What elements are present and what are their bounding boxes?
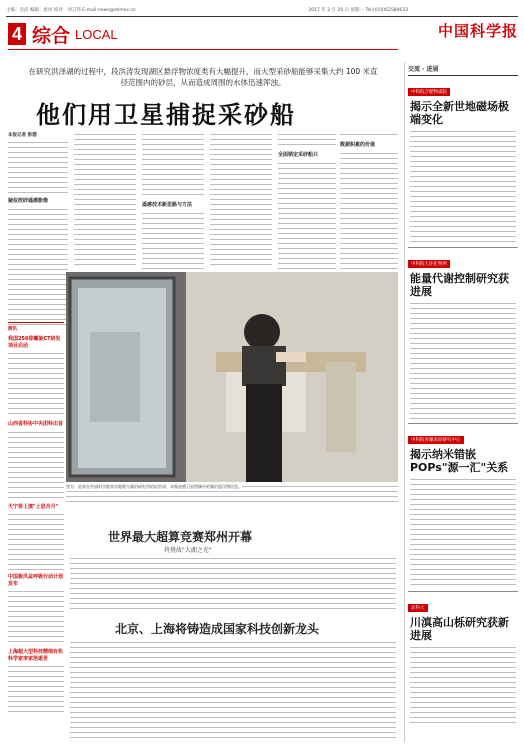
main-subhead: 疑似挖砂遥感影像 (8, 198, 49, 204)
news-source-tag: 北科大 (408, 604, 428, 612)
main-subhead: 遥感技术新思路与方法 (142, 202, 193, 208)
right-story-title: 揭示全新世地磁场极端变化 (410, 100, 509, 126)
photo-caption: 图为：此前在中国科学院南京地理与湖泊研究所的段洪涛，采集遥感卫星图像中的湖泊悬浮物信息。 (66, 484, 398, 504)
section-name: 综合 (32, 24, 71, 47)
right-story-title: 川滇高山栎研究获新进展 (410, 616, 509, 642)
editor-info: 主编：肖洁 编辑：唐凤 校对：何言伟 E-mail:news@stimes.cn (6, 8, 136, 13)
main-article-col-6 (340, 132, 398, 273)
brief-headline: 中国极风盆呼吸行动计划发布 (8, 574, 64, 587)
main-subhead: 数据积累的价值 (340, 142, 376, 148)
right-story-title: 能量代谢控制研究获进展 (410, 272, 509, 298)
main-article-col-3 (142, 132, 204, 273)
news-source-tag: 中科院大连化物所 (408, 260, 450, 268)
main-subhead: 全面锁定采砂船只 (278, 152, 319, 158)
main-article-col-5 (278, 132, 336, 273)
briefs-tag: 简讯 (8, 327, 17, 332)
top-info-bar (6, 5, 518, 15)
main-article-col-2 (74, 132, 136, 268)
top-rule (6, 16, 518, 17)
right-column-tag: 交流 · 进展 (408, 62, 518, 76)
news-source-tag: 中科院合肥物质院 (408, 88, 450, 96)
brief-headline: 我国256排螺旋CT研发项目启动 (8, 336, 61, 349)
brief-headline: 上海超大型科技精细有机科学家李家浩逝世 (8, 649, 64, 662)
brief-headline: 山西省科协中央团科出首 (8, 421, 64, 427)
main-article-col-4 (210, 132, 272, 268)
right-column (404, 62, 518, 742)
story2-subhead: 将挑战"大湖之光" (164, 547, 212, 554)
brief-headline: 天宁将上演"上思合月" (8, 503, 59, 510)
story3-headline: 北京、上海将铸造成国家科技创新龙头 (115, 622, 320, 636)
story2-headline: 世界最大超算竞赛郑州开幕 (108, 530, 253, 544)
section-header (8, 22, 118, 46)
main-byline: 本报记者 彭德 (8, 133, 37, 138)
right-story-title: 揭示纳米错嵌POPs"源一汇"关系 (410, 448, 509, 474)
date-info: 2017 年 2 月 20 日 星期一 Tel:(010)62580633 (308, 8, 408, 13)
masthead-logo: 中国科学报 (437, 22, 518, 40)
section-english: LOCAL (75, 26, 118, 42)
article-photo (66, 272, 398, 482)
story2-body (70, 556, 396, 612)
briefs-box (8, 322, 64, 742)
lead-deck: 在研究洪泽湖的过程中，段洪涛发现湖区悬浮物浓度类有大幅提升，而大型采砂船能够采集大约 100 米直径范围内的砂层，从而造成周围的水体迅速浑浊。 (28, 67, 378, 87)
section-number: 4 (8, 23, 26, 45)
main-article-col-1 (8, 132, 68, 327)
main-headline: 他们用卫星捕捉采砂船 (36, 101, 296, 129)
news-source-tag: 中科院青藏高原研究中心 (408, 436, 464, 444)
story3-body (70, 640, 396, 742)
section-rule (8, 49, 398, 50)
